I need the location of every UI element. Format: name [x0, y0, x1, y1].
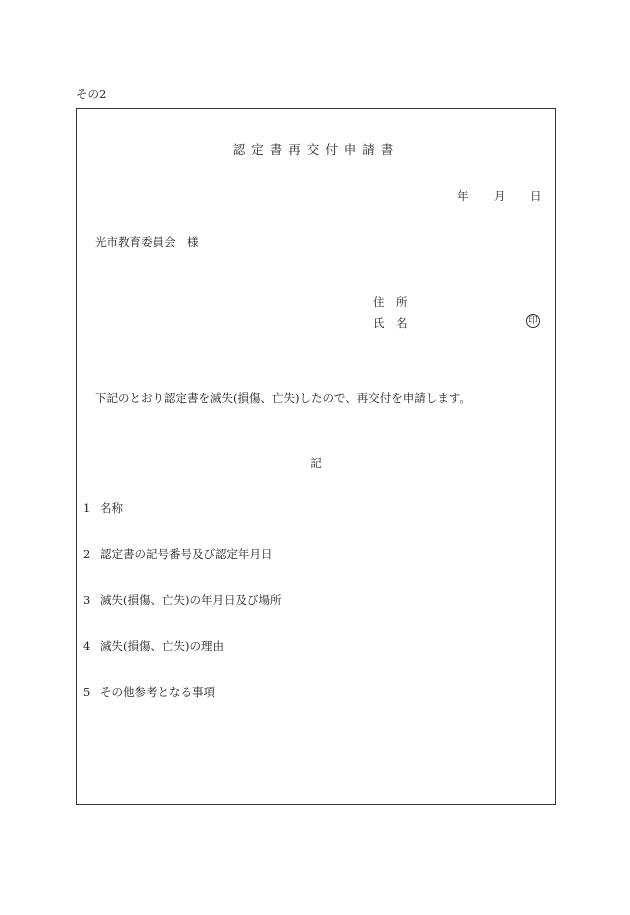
list-item	[83, 592, 281, 608]
list-item	[83, 500, 123, 516]
item-number: 4	[83, 639, 91, 653]
application-statement: 下記のとおり認定書を滅失(損傷、亡失)したので、再交付を申請します。	[95, 391, 471, 405]
address-label: 住 所	[373, 295, 408, 309]
date-day-label: 日	[530, 189, 542, 203]
list-item	[83, 684, 215, 700]
item-number: 3	[83, 593, 91, 607]
date-month-label: 月	[494, 189, 506, 203]
list-item	[83, 638, 224, 654]
addressee: 光市教育委員会 様	[95, 235, 199, 249]
item-text: 滅失(損傷、亡失)の年月日及び場所	[100, 593, 282, 607]
date-year-label: 年	[457, 189, 469, 203]
item-text: 認定書の記号番号及び認定年月日	[100, 547, 273, 561]
item-number: 1	[83, 501, 91, 515]
item-text: 滅失(損傷、亡失)の理由	[100, 639, 224, 653]
form-number-label: その2	[76, 87, 107, 101]
form-title: 認定書再交付申請書	[232, 142, 400, 157]
item-number: 2	[83, 547, 91, 561]
item-text: 名称	[100, 501, 123, 515]
application-form-frame	[76, 108, 556, 805]
item-number: 5	[83, 685, 91, 699]
seal-mark: 印	[526, 314, 540, 328]
ki-heading: 記	[310, 456, 322, 470]
list-item	[83, 546, 273, 562]
name-label: 氏 名	[373, 316, 408, 330]
item-text: その他参考となる事項	[100, 685, 215, 699]
